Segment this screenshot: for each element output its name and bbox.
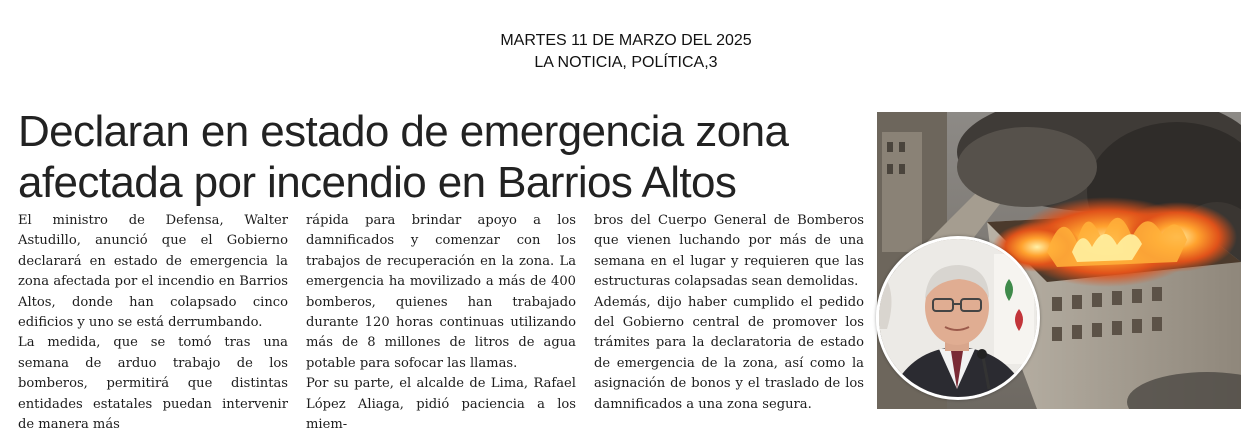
headline-line: Declaran en estado de emergencia zona	[18, 107, 789, 156]
headline	[18, 106, 868, 208]
article-body	[18, 211, 866, 433]
article-column	[306, 211, 576, 433]
official-portrait-photo	[876, 236, 1040, 400]
headline-line: afectada por incendio en Barrios Altos	[18, 158, 737, 207]
paragraph: bros del Cuerpo General de Bomberos que vienen luchando por más de una semana en el lugar y requieren que las estructuras colapsadas sean demolidas.	[594, 213, 864, 290]
paragraph: Además, dijo haber cumplido el pedido del Gobierno central de promover los trámites para la declaratoria de estado de emergencia de la zona, así como la asignación de bonos y el traslado de los damnificados a una zona segura.	[594, 294, 864, 412]
dateline	[0, 30, 1252, 74]
paragraph: Por su parte, el alcalde de Lima, Rafael López Aliaga, pidió paciencia a los miem-	[306, 376, 576, 433]
article-column	[18, 211, 288, 433]
article-column	[594, 211, 864, 416]
paragraph: La medida, que se tomó tras una semana de arduo trabajo de los bomberos, permitirá que distintas entidades estatales puedan intervenir de manera más	[18, 335, 288, 433]
paragraph: El ministro de Defensa, Walter Astudillo, anunció que el Gobierno declarará en estado de emergencia la zona afectada por el incendio en Barrios Altos, donde han colapsado cinco edificios y uno se está derrumbando.	[18, 213, 288, 331]
publication-source: LA NOTICIA, POLÍTICA,3	[534, 54, 718, 71]
paragraph: rápida para brindar apoyo a los damnificados y comenzar con los trabajos de recuperación en la zona. La emergencia ha movilizado a más de 400 bomberos, quienes han trabajado durante 120 horas continuas utilizando más de 8 millones de litros de agua potable para sofocar las llamas.	[306, 213, 576, 371]
publication-date: MARTES 11 DE MARZO DEL 2025	[500, 32, 752, 49]
